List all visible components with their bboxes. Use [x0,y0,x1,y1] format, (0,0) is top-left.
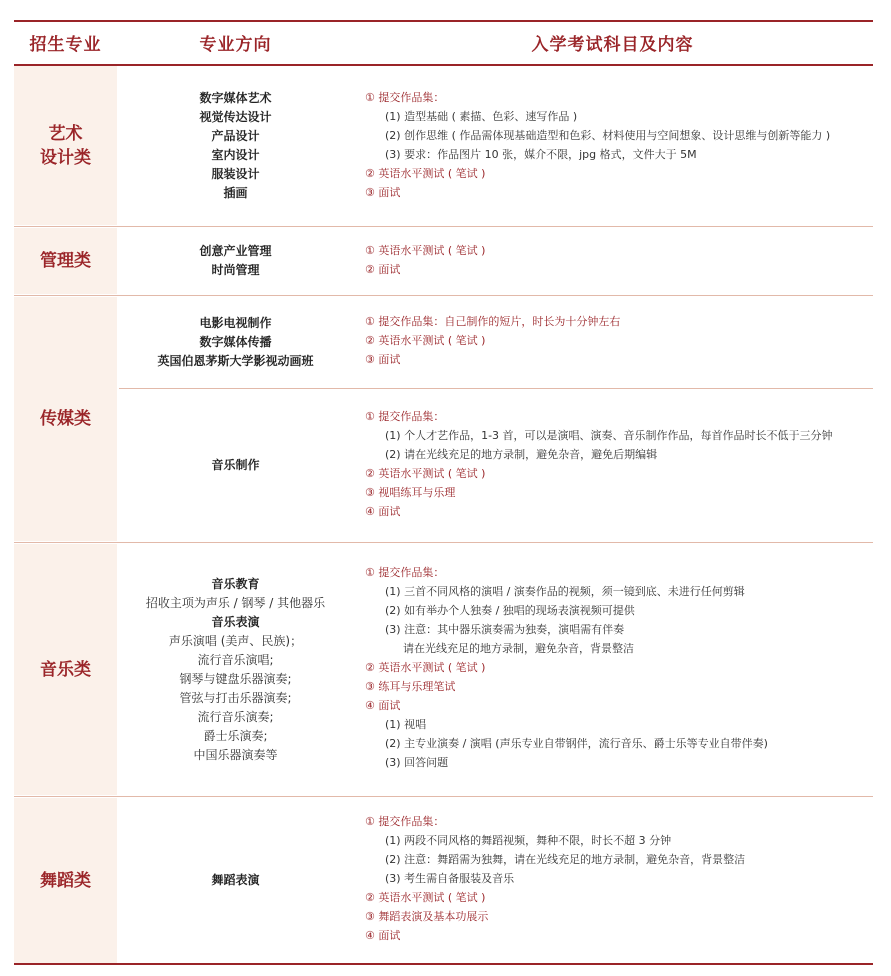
exam-detail: (3) 考生需自备服装及音乐 [385,872,515,885]
category-cell [14,228,117,294]
exam-item: ④ 面试 [365,699,401,712]
direction-item: 时尚管理 [211,263,260,277]
exam-item: ① 提交作品集： [365,410,445,423]
header-col-direction: 专业方向 [199,34,272,55]
exam-detail: (2) 请在光线充足的地方录制，避免杂音，避免后期编辑 [385,448,658,461]
exam-detail: (1) 造型基础 ( 素描、色彩、速写作品 ) [385,110,578,123]
direction-item: 流行音乐演唱; [197,652,274,667]
direction-item: 爵士乐演奏; [203,728,268,743]
exam-cell [365,812,875,945]
direction-item: 英国伯恩茅斯大学影视动画班 [157,353,314,368]
exam-detail: (2) 主专业演奏 / 演唱 (声乐专业自带钢伴，流行音乐、爵士乐等专业自带伴奏) [385,737,768,750]
exam-detail: (3) 回答问题 [385,756,449,769]
exam-cell [365,88,875,202]
exam-detail: (1) 视唱 [385,718,427,731]
header-col-exam: 入学考试科目及内容 [531,34,694,55]
category-name: 传媒类 [40,409,91,429]
direction-cell [119,297,352,387]
direction-item: 产品设计 [211,128,260,143]
exam-item: ③ 面试 [365,186,401,199]
category-cell [14,66,117,225]
category-name: 艺术 设计类 [40,123,91,168]
direction-item: 音乐表演 [211,614,260,629]
exam-detail: (1) 三首不同风格的演唱 / 演奏作品的视频，须一镜到底、未进行任何剪辑 [385,585,745,598]
direction-item: 音乐教育 [211,576,260,591]
exam-item: ① 提交作品集： [365,566,445,579]
direction-item: 舞蹈表演 [211,873,260,887]
exam-item: ① 提交作品集： [365,815,445,828]
header-col-major: 招生专业 [29,34,102,55]
direction-item: 中国乐器演奏等 [193,747,278,762]
direction-cell [119,228,352,294]
direction-item: 数字媒体艺术 [199,90,272,105]
category-cell [14,544,117,795]
direction-cell [119,544,352,795]
section-divider [14,295,873,296]
direction-item: 声乐演唱 (美声、民族)； [168,633,303,648]
exam-item: ④ 面试 [365,929,401,942]
category-cell [14,798,117,963]
exam-item: ③ 练耳与乐理笔试 [365,680,456,693]
exam-cell [365,407,875,521]
exam-detail: (3) 要求：作品图片 10 张，媒介不限，jpg 格式，文件大于 5M [385,148,697,161]
category-name: 舞蹈类 [40,870,91,891]
section-divider [14,542,873,543]
exam-detail: (1) 两段不同风格的舞蹈视频，舞种不限，时长不超 3 分钟 [385,834,672,847]
exam-detail: (2) 注意：舞蹈需为独舞，请在光线充足的地方录制，避免杂音，背景整洁 [385,853,746,866]
section-divider [14,226,873,227]
exam-item: ① 提交作品集： [365,91,445,104]
exam-detail: (2) 如有举办个人独奏 / 独唱的现场表演视频可提供 [385,604,635,617]
direction-cell [119,798,352,963]
direction-item: 电影电视制作 [199,315,272,330]
exam-item: ③ 面试 [365,353,401,366]
direction-cell [119,389,352,541]
exam-cell [365,563,875,772]
exam-item: ① 英语水平测试 ( 笔试 ) [365,244,486,257]
category-name: 管理类 [40,251,91,271]
exam-detail: (1) 个人才艺作品，1-3 首，可以是演唱、演奏、音乐制作作品，每首作品时长不低于三分钟 [385,429,833,442]
exam-item: ④ 面试 [365,505,401,518]
exam-item: ① 提交作品集：自己制作的短片，时长为十分钟左右 [365,315,621,328]
exam-cell [365,241,875,279]
direction-item: 室内设计 [211,147,260,162]
exam-item: ② 英语水平测试 ( 笔试 ) [365,334,486,347]
direction-item: 管弦与打击乐器演奏; [179,690,292,705]
exam-item: ③ 视唱练耳与乐理 [365,486,456,499]
exam-detail: (3) 注意：其中器乐演奏需为独奏，演唱需有伴奏 [385,623,625,636]
category-name: 音乐类 [40,659,91,680]
direction-item: 数字媒体传播 [199,334,272,349]
exam-detail: (2) 创作思维 ( 作品需体现基础造型和色彩、材料使用与空间想象、设计思维与创新等能力 ) [385,129,831,142]
exam-item: ② 英语水平测试 ( 笔试 ) [365,661,486,674]
section-divider [14,796,873,797]
direction-item: 服装设计 [211,166,260,181]
bottom-rule [14,963,873,965]
exam-item: ② 英语水平测试 ( 笔试 ) [365,467,486,480]
direction-item: 招收主项为声乐 / 钢琴 / 其他器乐 [145,595,326,610]
direction-cell [119,66,352,225]
exam-item: ③ 舞蹈表演及基本功展示 [365,910,489,923]
exam-item: ② 面试 [365,263,401,276]
exam-detail: 请在光线充足的地方录制，避免杂音，背景整洁 [403,642,634,655]
direction-item: 音乐制作 [211,457,260,472]
direction-item: 钢琴与键盘乐器演奏; [179,671,292,686]
category-cell [14,297,117,541]
direction-item: 创意产业管理 [199,244,272,258]
direction-item: 视觉传达设计 [199,109,272,124]
direction-item: 插画 [223,185,248,200]
exam-item: ② 英语水平测试 ( 笔试 ) [365,167,486,180]
exam-item: ② 英语水平测试 ( 笔试 ) [365,891,486,904]
direction-item: 流行音乐演奏; [197,709,274,724]
exam-cell [365,312,875,369]
